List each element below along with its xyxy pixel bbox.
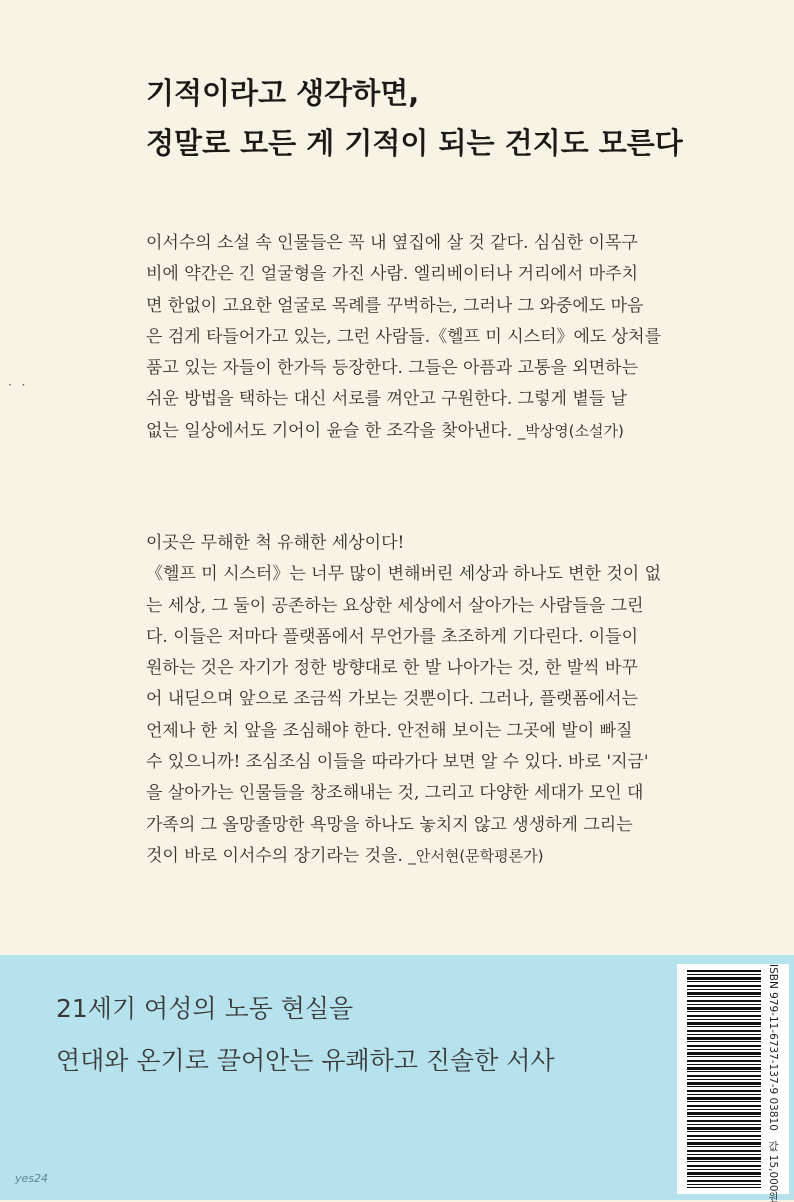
- review1-line: 비에 약간은 긴 얼굴형을 가진 사람. 엘리베이터나 거리에서 마주치: [146, 264, 639, 285]
- headline-line-1: 기적이라고 생각하면,: [146, 76, 420, 110]
- review1-attribution: _박상영(소설가): [517, 421, 624, 440]
- review2-line: 《헬프 미 시스터》는 너무 많이 변해버린 세상과 하나도 변한 것이 없: [146, 564, 662, 585]
- review2-line: 수 있으니까! 조심조심 이들을 따라가다 보면 알 수 있다. 바로 '지금': [146, 752, 649, 773]
- review2-attribution: _안서현(문학평론가): [408, 846, 544, 865]
- decorative-dots: · ·: [8, 378, 29, 392]
- review2-line: 것이 바로 이서수의 장기라는 것을.: [146, 845, 403, 866]
- isbn-text: [761, 964, 785, 1202]
- review1-line-last: [146, 416, 694, 447]
- review2-line: 이곳은 무해한 척 유해한 세상이다!: [146, 533, 405, 553]
- review1-line: 없는 일상에서도 기어이 윤슬 한 조각을 찾아낸다.: [146, 420, 513, 441]
- review2-line: 가족의 그 올망졸망한 욕망을 하나도 놓치지 않고 생생하게 그리는: [146, 814, 633, 835]
- review1-line: 품고 있는 자들이 한가득 등장한다. 그들은 아픔과 고통을 외면하는: [146, 358, 639, 379]
- review2-line: 다. 이들은 저마다 플랫폼에서 무언가를 초조하게 기다린다. 이들이: [146, 626, 639, 647]
- review2-line-last: [146, 841, 694, 872]
- tagline-band: [0, 955, 794, 1200]
- barcode-bars: [687, 970, 761, 1188]
- review2-line: 원하는 것은 자기가 정한 방향대로 한 발 나아가는 것, 한 발씩 바꾸: [146, 658, 638, 679]
- watermark: yes24: [15, 1172, 49, 1185]
- review2-line: 어 내딛으며 앞으로 조금씩 가보는 것뿐이다. 그러나, 플랫폼에서는: [146, 689, 639, 710]
- review1-line: 이서수의 소설 속 인물들은 꼭 내 옆집에 살 것 같다. 심심한 이목구: [146, 233, 638, 253]
- review-park-sangyoung: [146, 228, 694, 447]
- review1-line: 쉬운 방법을 택하는 대신 서로를 껴안고 구원한다. 그렇게 볕들 날: [146, 389, 628, 410]
- review2-line: 언제나 한 치 앞을 조심해야 한다. 안전해 보이는 그곳에 발이 빠질: [146, 720, 633, 741]
- price: 값 15,000원: [767, 1140, 779, 1202]
- headline-line-2: 정말로 모든 게 기적이 되는 건지도 모른다: [146, 126, 683, 160]
- tagline-line-1: 21세기 여성의 노동 현실을: [56, 994, 354, 1023]
- review-ahn-seohyun: [146, 528, 694, 872]
- review2-line: 는 세상, 그 둘이 공존하는 요상한 세상에서 살아가는 사람들을 그린: [146, 595, 644, 616]
- review2-line: 을 살아가는 인물들을 창조해내는 것, 그리고 다양한 세대가 모인 대: [146, 783, 644, 804]
- review1-line: 은 검게 타들어가고 있는, 그런 사람들.《헬프 미 시스터》에도 상처를: [146, 326, 662, 347]
- tagline: [56, 983, 555, 1087]
- review1-line: 면 한없이 고요한 얼굴로 목례를 꾸벅하는, 그러나 그 와중에도 마음: [146, 295, 644, 316]
- headline: [146, 68, 766, 168]
- isbn-barcode: [677, 964, 789, 1202]
- isbn-number: ISBN 979-11-6737-137-9 03810: [767, 964, 779, 1131]
- tagline-line-2: 연대와 온기로 끌어안는 유쾌하고 진솔한 서사: [56, 1046, 555, 1075]
